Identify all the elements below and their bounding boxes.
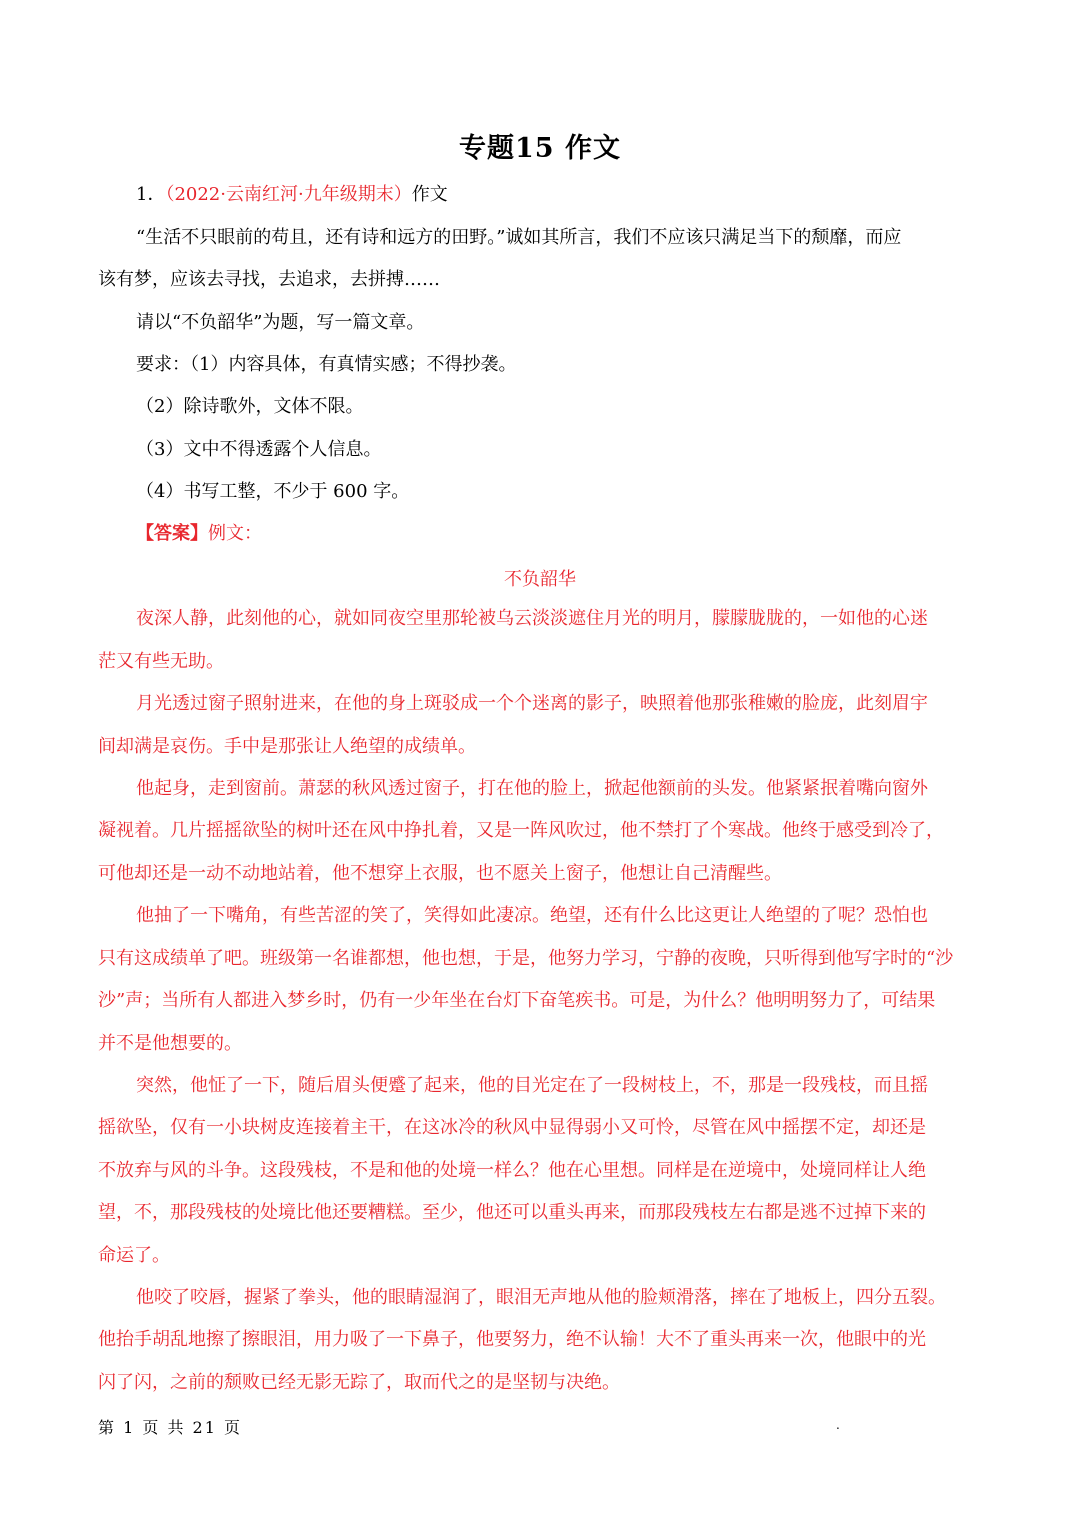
essay-line: 闪了闪，之前的颓败已经无影无踪了，取而代之的是坚韧与决绝。 — [98, 1372, 620, 1393]
essay-line: 并不是他想要的。 — [98, 1033, 242, 1054]
page-title: 专题15 作文 — [459, 133, 621, 164]
requirement-line: （2）除诗歌外，文体不限。 — [136, 396, 364, 417]
essay-title: 不负韶华 — [504, 569, 576, 590]
essay-line: 凝视着。几片摇摇欲坠的树叶还在风中挣扎着，又是一阵风吹过，他不禁打了个寒战。他终于感受到冷了， — [98, 820, 944, 841]
footer-dot: . — [836, 1418, 840, 1432]
page-number: 第 1 页 共 21 页 — [98, 1418, 242, 1437]
prompt-line: 该有梦，应该去寻找，去追求，去拼搏…… — [98, 269, 440, 290]
question-source: （2022·云南红河·九年级期末） — [165, 184, 412, 205]
answer-label: 【答案】 — [136, 523, 208, 544]
requirement-line: （4）书写工整，不少于 600 字。 — [136, 481, 410, 502]
essay-line: 沙”声；当所有人都进入梦乡时，仍有一少年坐在台灯下奋笔疾书。可是，为什么？他明明努力了，可结果 — [98, 990, 936, 1011]
essay-line: 可他却还是一动不动地站着，他不想穿上衣服，也不愿关上窗子，他想让自己清醒些。 — [98, 863, 782, 884]
essay-line: 他抽了一下嘴角，有些苦涩的笑了，笑得如此凄凉。绝望，还有什么比这更让人绝望的了呢？恐怕也 — [136, 905, 928, 926]
essay-line: 他抬手胡乱地擦了擦眼泪，用力吸了一下鼻子，他要努力，绝不认输！大不了重头再来一次，他眼中的光 — [98, 1329, 926, 1350]
requirement-line: （3）文中不得透露个人信息。 — [136, 439, 382, 460]
essay-line: 不放弃与风的斗争。这段残枝，不是和他的处境一样么？他在心里想。同样是在逆境中，处境同样让人绝 — [98, 1160, 926, 1181]
essay-line: 他起身，走到窗前。萧瑟的秋风透过窗子，打在他的脸上，掀起他额前的头发。他紧紧抿着嘴向窗外 — [136, 778, 928, 799]
question-type: 作文 — [411, 184, 448, 205]
essay-line: 间却满是哀伤。手中是那张让人绝望的成绩单。 — [98, 736, 476, 757]
essay-line: 突然，他怔了一下，随后眉头便蹙了起来，他的目光定在了一段树枝上，不，那是一段残枝，而且摇 — [136, 1075, 928, 1096]
essay-line: 摇欲坠，仅有一小块树皮连接着主干，在这冰冷的秋风中显得弱小又可怜，尽管在风中摇摆不定，却还是 — [98, 1117, 926, 1138]
prompt-line: 请以“不负韶华”为题，写一篇文章。 — [136, 312, 425, 333]
answer-header — [136, 522, 978, 546]
essay-line: 望，不，那段残枝的处境比他还要糟糕。至少，他还可以重头再来，而那段残枝左右都是逃不过掉下来的 — [98, 1202, 926, 1223]
essay-line: 夜深人静，此刻他的心，就如同夜空里那轮被乌云淡淡遮住月光的明月，朦朦胧胧的，一如他的心迷 — [136, 608, 928, 629]
prompt-line: “生活不只眼前的苟且，还有诗和远方的田野。”诚如其所言，我们不应该只满足当下的颓靡，而应 — [136, 227, 902, 248]
question-number: 1． — [136, 184, 166, 205]
essay-line: 茫又有些无助。 — [98, 651, 224, 672]
essay-line: 命运了。 — [98, 1245, 170, 1266]
essay-line: 只有这成绩单了吧。班级第一名谁都想，他也想，于是，他努力学习，宁静的夜晚，只听得到他写字时的“沙 — [98, 948, 954, 969]
essay-line: 月光透过窗子照射进来，在他的身上斑驳成一个个迷离的影子，映照着他那张稚嫩的脸庞，此刻眉宇 — [136, 693, 928, 714]
essay-line: 他咬了咬唇，握紧了拳头，他的眼睛湿润了，眼泪无声地从他的脸颊滑落，摔在了地板上，四分五裂。 — [136, 1287, 946, 1308]
answer-intro: 例文： — [208, 523, 262, 544]
requirement-line: 要求：（1）内容具体，有真情实感；不得抄袭。 — [136, 354, 517, 375]
question-header — [136, 183, 978, 207]
